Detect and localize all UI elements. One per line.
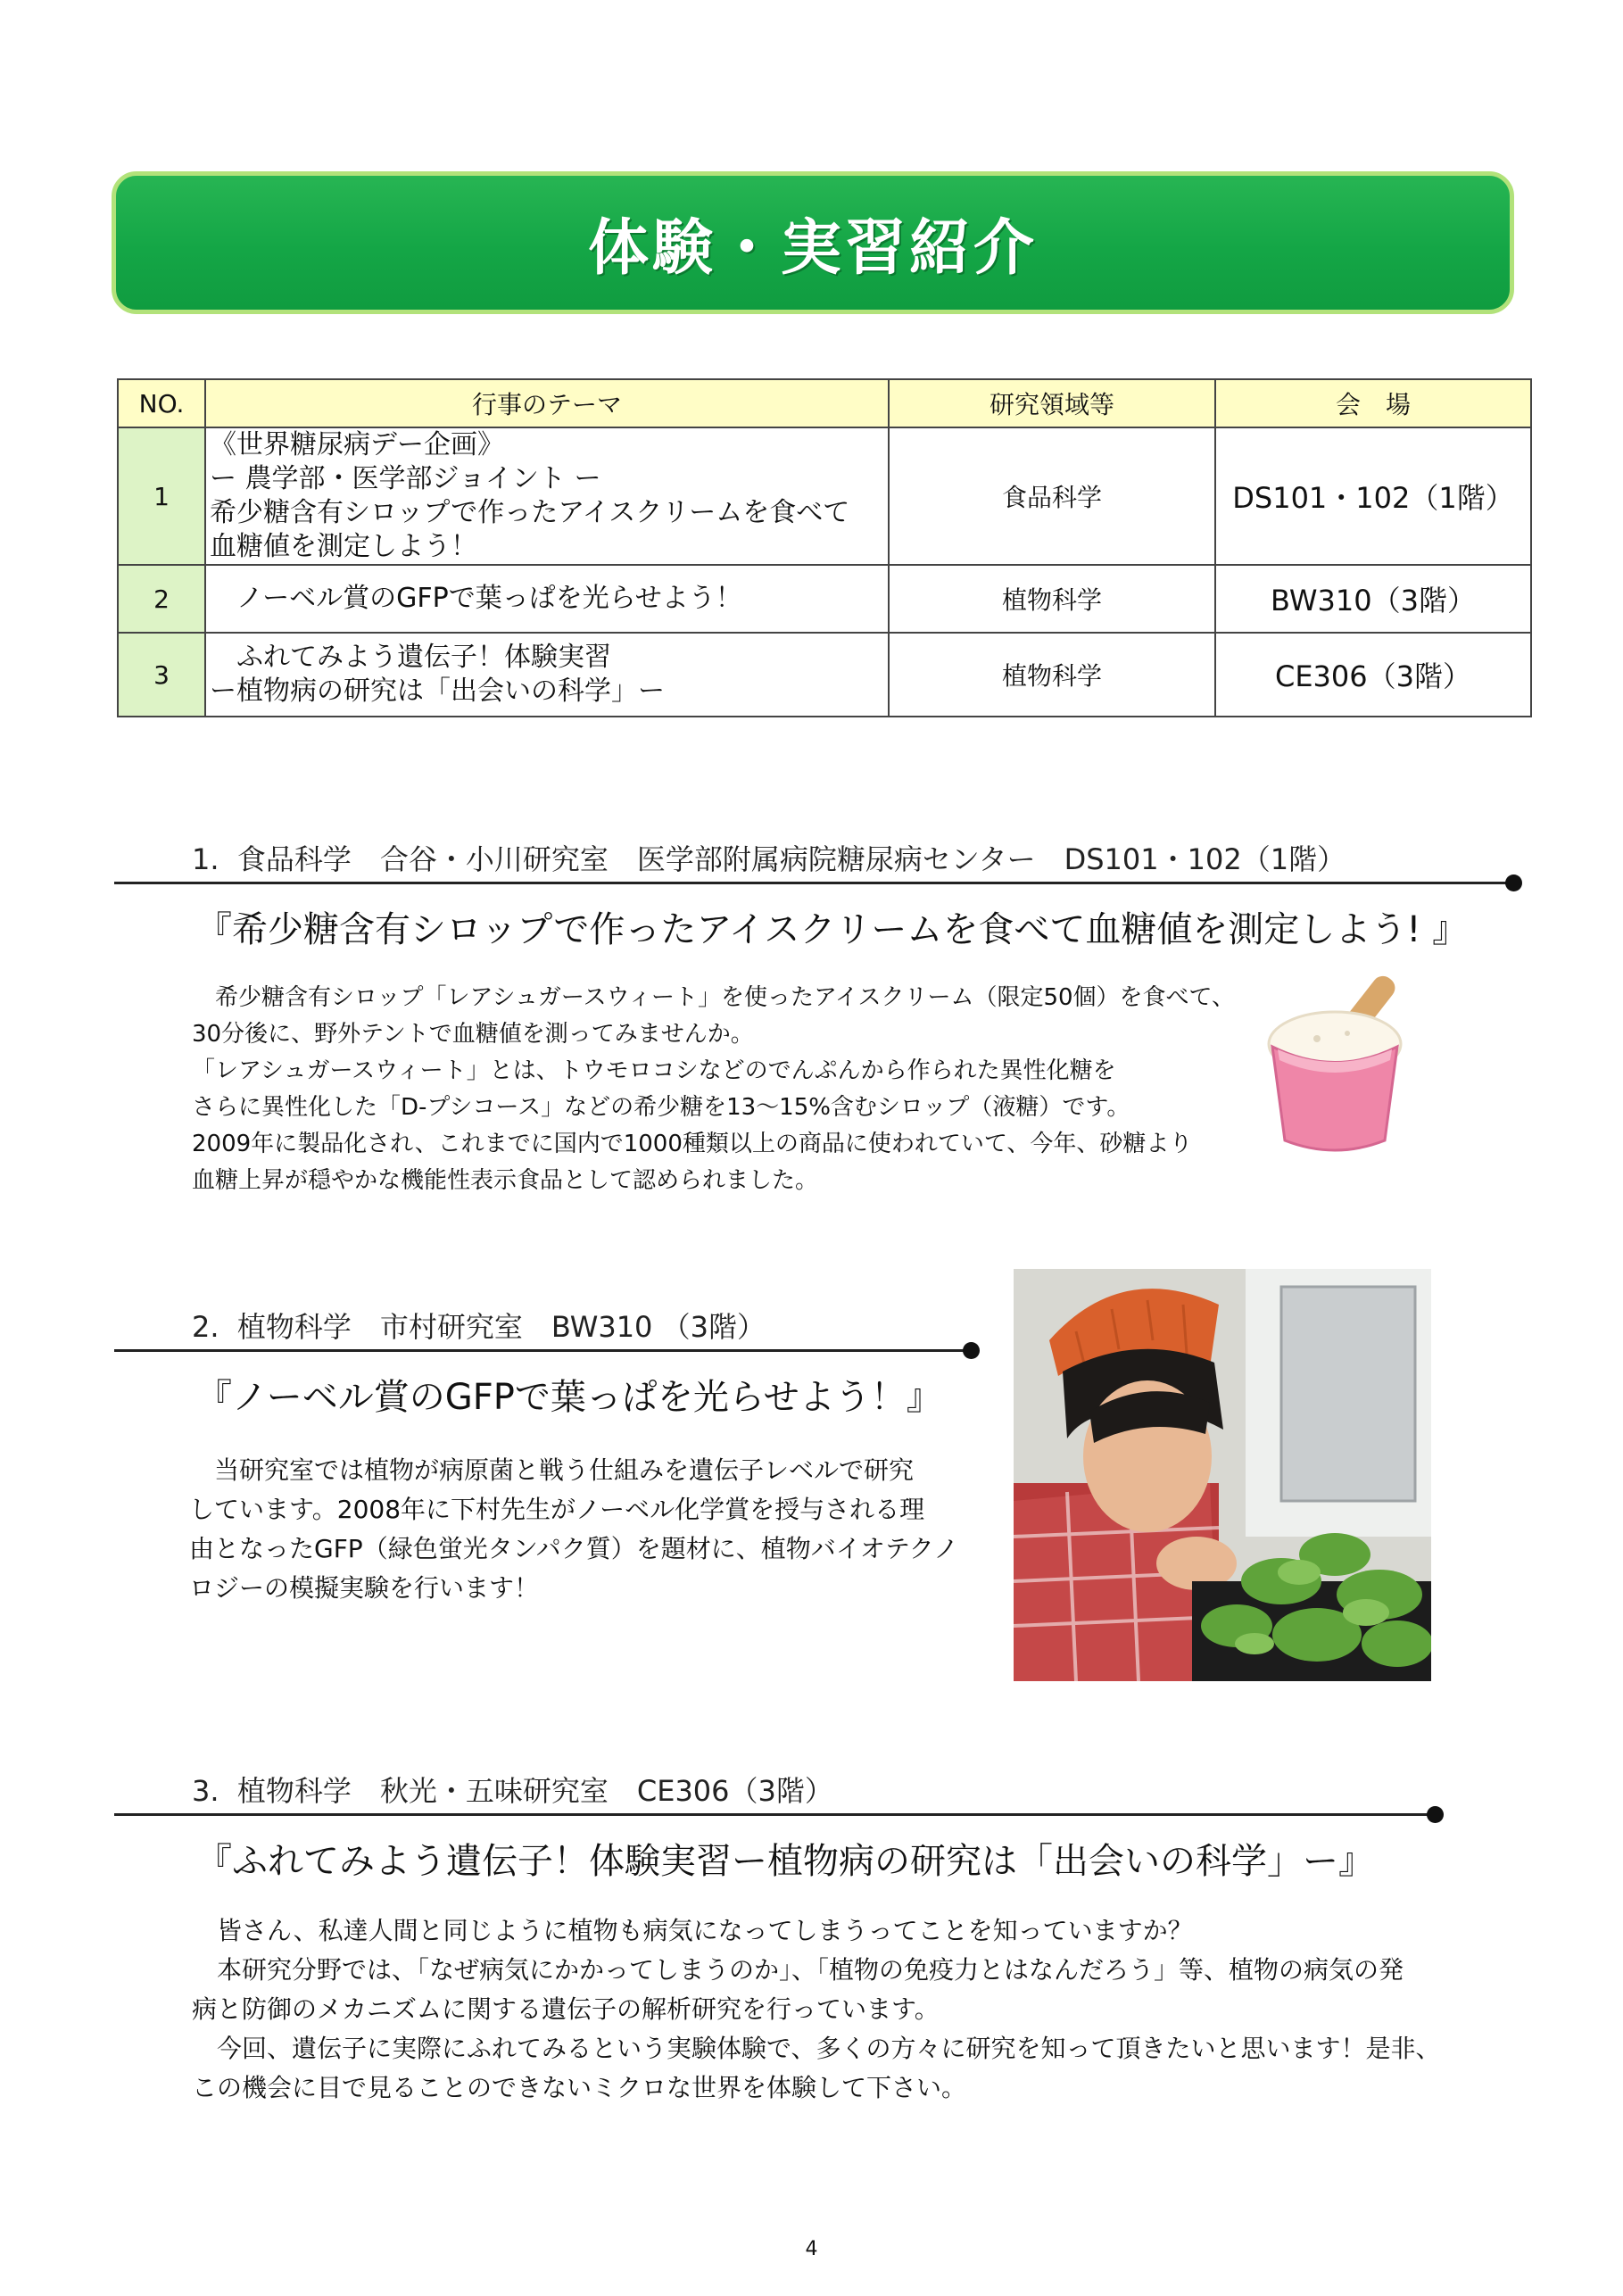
- header-theme: 行事のテーマ: [205, 379, 889, 427]
- row-field: 植物科学: [889, 633, 1215, 717]
- body-line: ロジーの模擬実験を行います！: [189, 1573, 540, 1603]
- row-theme: [205, 565, 889, 633]
- body-line: 2009年に製品化され、これまでに国内で1000種類以上の商品に使われていて、今年、砂糖より: [192, 1131, 1193, 1157]
- header-no: NO.: [118, 379, 205, 427]
- event-overview-table: [117, 378, 1532, 717]
- ice-cream-cup-icon: [1265, 962, 1453, 1167]
- body-line: 病と防御のメカニズムに関する遺伝子の解析研究を行っています。: [192, 1994, 940, 2024]
- page-title: 体験・実習紹介: [587, 212, 1038, 284]
- section-2-body: [189, 1451, 958, 1608]
- row-theme: [205, 633, 889, 717]
- row-field: 食品科学: [889, 427, 1215, 565]
- row-theme: [205, 427, 889, 565]
- theme-line: 《世界糖尿病デー企画》: [210, 429, 504, 460]
- section-3-rule: [114, 1813, 1435, 1816]
- header-venue: 会 場: [1215, 379, 1531, 427]
- page-number: 4: [805, 2238, 818, 2260]
- section-3-title: 『ふれてみよう遺伝子！体験実習ー植物病の研究は「出会いの科学」ー』: [196, 1841, 1374, 1882]
- section-1-title: 『希少糖含有シロップで作ったアイスクリームを食べて血糖値を測定しよう! 』: [196, 909, 1469, 950]
- row-no: 1: [118, 427, 205, 565]
- body-line: 皆さん、私達人間と同じように植物も病気になってしまうってことを知っていますか？: [192, 1916, 1193, 1945]
- section-3-heading: 3. 植物科学 秋光・五味研究室 CE306（3階）: [192, 1774, 833, 1808]
- theme-line: 希少糖含有シロップで作ったアイスクリームを食べて: [210, 497, 850, 528]
- body-line: 希少糖含有シロップ「レアシュガースウィート」を使ったアイスクリーム（限定50個）を食べて、: [192, 984, 1236, 1011]
- body-line: 血糖上昇が穏やかな機能性表示食品として認められました。: [192, 1167, 819, 1194]
- section-1-body: [192, 980, 1235, 1199]
- section-3-body: [192, 1911, 1440, 2108]
- theme-line: ノーベル賞のGFPで葉っぱを光らせよう！: [210, 583, 742, 614]
- table-row: [118, 427, 1531, 565]
- title-banner: [112, 171, 1514, 314]
- theme-line: ー 農学部・医学部ジョイント ー: [210, 463, 601, 494]
- body-line: しています。2008年に下村先生がノーベル化学賞を授与される理: [189, 1495, 925, 1524]
- row-venue: DS101・102（1階）: [1215, 427, 1531, 565]
- section-2-heading: 2. 植物科学 市村研究室 BW310 （3階）: [192, 1310, 766, 1344]
- section-2-title: 『ノーベル賞のGFPで葉っぱを光らせよう！』: [196, 1377, 942, 1418]
- theme-line: ー植物病の研究は「出会いの科学」ー: [210, 676, 665, 707]
- table-row: [118, 565, 1531, 633]
- student-with-plants-photo: [1014, 1269, 1431, 1681]
- section-1-heading: 1. 食品科学 合谷・小川研究室 医学部附属病院糖尿病センター DS101・102（1階）: [192, 842, 1346, 876]
- table-header-row: [118, 379, 1531, 427]
- body-line: 本研究分野では、「なぜ病気にかかってしまうのか」、「植物の免疫力とはなんだろう」等、植物の病気の発: [192, 1955, 1404, 1985]
- section-2-rule: [114, 1349, 971, 1352]
- row-no: 3: [118, 633, 205, 717]
- body-line: さらに異性化した「D-プシコース」などの希少糖を13～15%含むシロップ（液糖）です。: [192, 1094, 1130, 1121]
- section-1-rule: [114, 882, 1513, 884]
- body-line: 当研究室では植物が病原菌と戦う仕組みを遺伝子レベルで研究: [189, 1455, 915, 1485]
- body-line: 由となったGFP（緑色蛍光タンパク質）を題材に、植物バイオテクノ: [189, 1534, 959, 1563]
- body-line: 「レアシュガースウィート」とは、トウモロコシなどのでんぷんから作られた異性化糖を: [192, 1057, 1116, 1084]
- row-no: 2: [118, 565, 205, 633]
- row-venue: CE306（3階）: [1215, 633, 1531, 717]
- body-line: 30分後に、野外テントで血糖値を測ってみませんか。: [192, 1021, 754, 1048]
- theme-line: 血糖値を測定しよう！: [210, 531, 477, 562]
- row-venue: BW310（3階）: [1215, 565, 1531, 633]
- body-line: 今回、遺伝子に実際にふれてみるという実験体験で、多くの方々に研究を知って頂きたいと思います！是非、: [192, 2034, 1441, 2063]
- theme-line: ふれてみよう遺伝子！体験実習: [210, 642, 611, 673]
- body-line: この機会に目で見ることのできないミクロな世界を体験して下さい。: [192, 2073, 967, 2102]
- row-field: 植物科学: [889, 565, 1215, 633]
- table-row: [118, 633, 1531, 717]
- header-field: 研究領域等: [889, 379, 1215, 427]
